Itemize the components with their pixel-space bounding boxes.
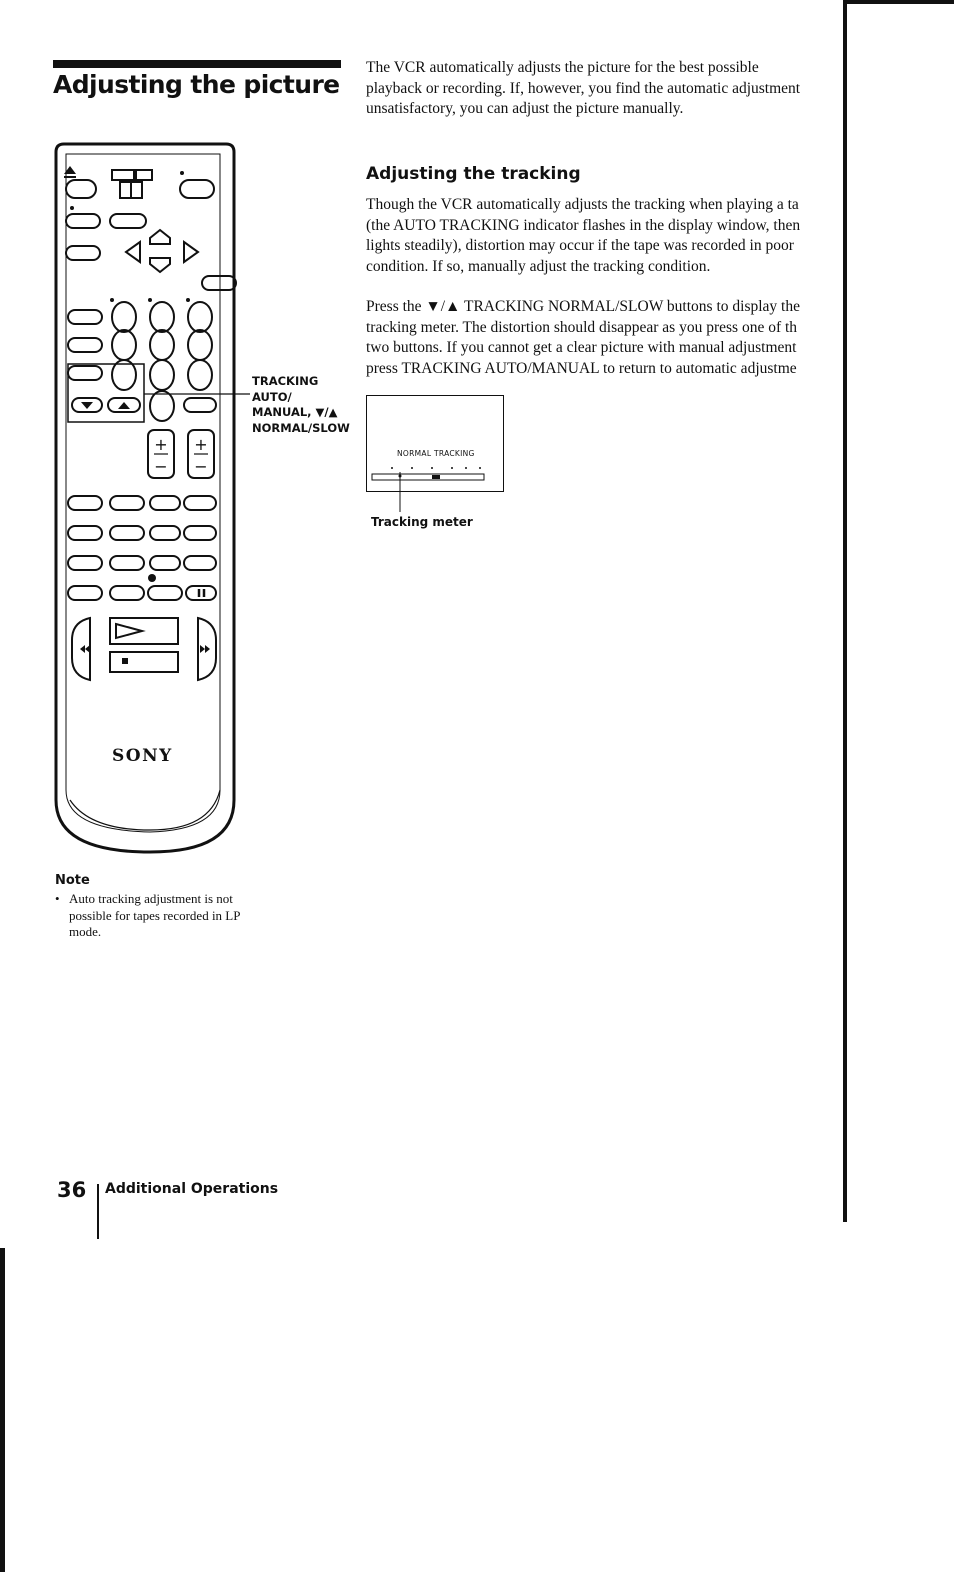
svg-text:−: − <box>154 457 168 476</box>
footer-section-name: Additional Operations <box>105 1181 279 1197</box>
callout-line: NORMAL/SLOW <box>252 420 350 435</box>
scan-edge-left <box>0 1248 5 1572</box>
intro-line: unsatisfactory, you can adjust the picture manually. <box>366 100 684 118</box>
title-rule <box>53 60 341 68</box>
intro-paragraph <box>366 58 846 120</box>
page-title: Adjusting the picture <box>53 70 340 99</box>
subsection-title: Adjusting the tracking <box>366 164 581 184</box>
paragraph-line: Though the VCR automatically adjusts the tracking when playing a ta <box>366 196 799 213</box>
remote-control-illustration <box>50 140 310 860</box>
callout-line: TRACKING <box>252 374 319 388</box>
note-list <box>55 891 245 941</box>
paragraph-line: tracking meter. The distortion should disappear as you press one of th <box>366 318 798 336</box>
svg-text:−: − <box>194 457 208 476</box>
stop-icon <box>122 658 128 664</box>
intro-line: The VCR automatically adjusts the picture for the best possible <box>366 59 759 76</box>
note-item: • Auto tracking adjustment is not possible for tapes recorded in LP mode. <box>55 891 245 941</box>
tracking-meter-bar <box>366 460 506 520</box>
note-title: Note <box>55 873 90 888</box>
svg-text:+: + <box>194 435 208 454</box>
page-number: 36 <box>57 1178 87 1202</box>
callout-line: AUTO/ <box>252 389 292 404</box>
paragraph-line: condition. If so, manually adjust the tracking condition. <box>366 257 711 275</box>
svg-text:+: + <box>154 435 168 454</box>
paragraph-line: lights steadily), distortion may occur if the tape was recorded in poor <box>366 237 794 254</box>
meter-caption: Tracking meter <box>371 515 473 529</box>
footer-divider <box>97 1184 99 1239</box>
meter-display-text: NORMAL TRACKING <box>397 449 475 458</box>
remote-brand-logo: SONY <box>112 746 173 766</box>
paragraph-line: two buttons. If you cannot get a clear picture with manual adjustment <box>366 339 797 356</box>
paragraph-line: (the AUTO TRACKING indicator flashes in the display window, then <box>366 216 801 234</box>
tracking-callout-label <box>252 374 350 436</box>
paragraph-line: press TRACKING AUTO/MANUAL to return to automatic adjustme <box>366 359 797 377</box>
record-icon <box>148 574 156 582</box>
play-icon <box>116 624 142 638</box>
tracking-paragraph-2 <box>366 297 846 379</box>
tracking-paragraph-1 <box>366 195 846 277</box>
paragraph-line: Press the ▼/▲ TRACKING NORMAL/SLOW buttons to display the <box>366 298 800 315</box>
fast-forward-icon <box>200 645 210 653</box>
callout-line: MANUAL, ▼/▲ <box>252 405 338 419</box>
scan-edge-top <box>845 0 954 4</box>
rewind-icon <box>80 645 90 653</box>
intro-line: playback or recording. If, however, you find the automatic adjustment <box>366 79 801 97</box>
scan-edge-right <box>843 0 847 1222</box>
